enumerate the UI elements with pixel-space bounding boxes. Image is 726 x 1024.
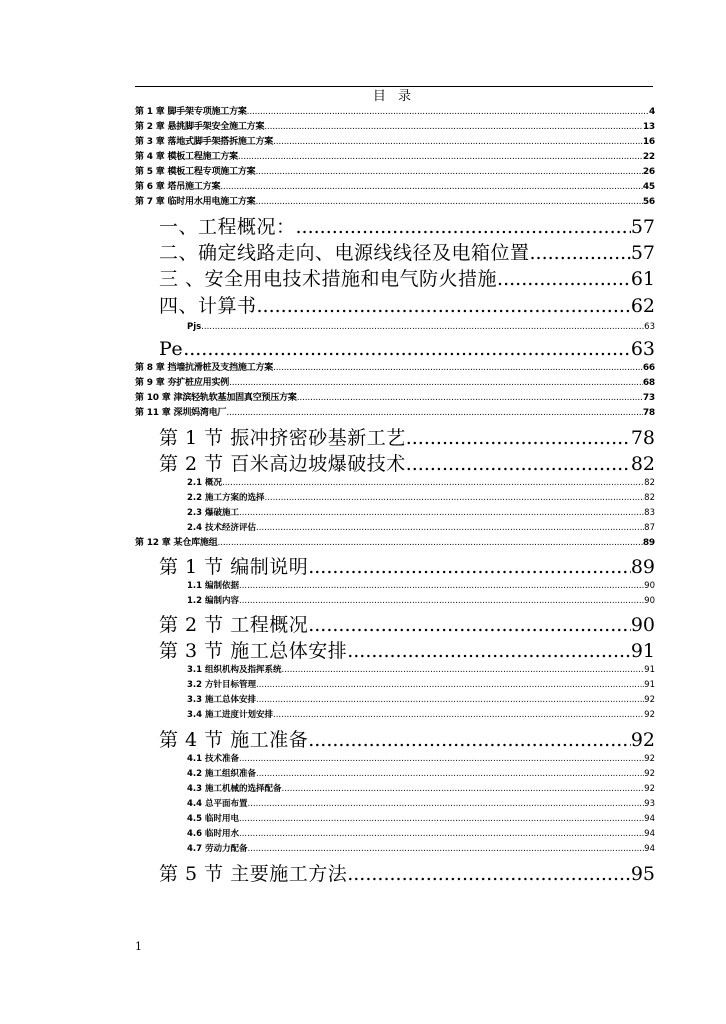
toc-entry[interactable]: 第 3 章 落地式脚手架搭拆施工方案 ..... 16	[135, 136, 655, 149]
toc-subentry[interactable]: 3.3 施工总体安排 ..... 92	[187, 694, 655, 707]
toc-subentry[interactable]: 4.1 技术准备 ..... 92	[187, 753, 655, 766]
toc-heading[interactable]: 第 2 节 百米高边坡爆破技术 ..... 82	[159, 451, 655, 477]
toc-entry[interactable]: 第 12 章 某仓库施组 ..... 89	[135, 537, 655, 550]
toc-entry[interactable]: 第 1 章 脚手架专项施工方案 ..... 4	[135, 106, 655, 119]
toc-title: 目 录	[372, 89, 416, 104]
toc-subentry[interactable]: 2.3 爆破施工 ..... 83	[187, 507, 655, 520]
toc-heading[interactable]: 第 2 节 工程概况 ..... 90	[159, 612, 655, 638]
toc-subentry[interactable]: Pjs ..... 63	[187, 321, 655, 334]
toc-entry[interactable]: 第 4 章 模板工程施工方案 ..... 22	[135, 151, 655, 164]
toc-entry[interactable]: 第 11 章 深圳妈湾电厂 ..... 78	[135, 407, 655, 420]
toc-subentry[interactable]: 4.6 临时用水 ..... 94	[187, 828, 655, 841]
toc-subentry[interactable]: 3.2 方针目标管理 ..... 91	[187, 679, 655, 692]
toc-heading[interactable]: 一、工程概况： ..... 57	[159, 214, 655, 240]
toc-subentry[interactable]: 1.2 编制内容 ..... 90	[187, 595, 655, 608]
toc-entry[interactable]: 第 2 章 悬挑脚手架安全施工方案 ..... 13	[135, 121, 655, 134]
page-number: 1	[135, 940, 142, 953]
toc-heading[interactable]: 第 1 节 振冲挤密砂基新工艺 ..... 78	[159, 425, 655, 451]
toc-heading[interactable]: 二、确定线路走向、电源线线径及电箱位置 ..... 57	[159, 240, 655, 266]
toc-heading[interactable]: 第 3 节 施工总体安排 ..... 91	[159, 638, 655, 664]
toc-subentry[interactable]: 3.4 施工进度计划安排 ..... 92	[187, 709, 655, 722]
toc-entry[interactable]: 第 9 章 夯扩桩应用实例 ..... 68	[135, 377, 655, 390]
toc-subentry[interactable]: 2.4 技术经济评估 ..... 87	[187, 522, 655, 535]
toc-heading[interactable]: 第 1 节 编制说明 ..... 89	[159, 554, 655, 580]
toc-entry[interactable]: 第 7 章 临时用水用电施工方案 ..... 56	[135, 196, 655, 209]
toc-subentry[interactable]: 1.1 编制依据 ..... 90	[187, 580, 655, 593]
toc-entry[interactable]: 第 8 章 挡墙抗滑桩及支挡施工方案 ..... 66	[135, 362, 655, 375]
header-rule	[135, 86, 653, 87]
toc-entry[interactable]: 第 5 章 模板工程专项施工方案 ..... 26	[135, 166, 655, 179]
toc-subentry[interactable]: 2.2 施工方案的选择 ..... 82	[187, 492, 655, 505]
toc-heading[interactable]: 三 、安全用电技术措施和电气防火措施 ..... 61	[159, 266, 655, 292]
toc-subentry[interactable]: 4.5 临时用电 ..... 94	[187, 813, 655, 826]
toc-heading[interactable]: 四、计算书 ..... 62	[159, 293, 655, 319]
toc-entry[interactable]: 第 6 章 塔吊施工方案 ..... 45	[135, 181, 655, 194]
toc-entry[interactable]: 第 10 章 津滨轻轨软基加固真空预压方案 ..... 73	[135, 392, 655, 405]
toc-heading[interactable]: Pe ..... 63	[159, 336, 655, 362]
toc-subentry[interactable]: 4.7 劳动力配备 ..... 94	[187, 843, 655, 856]
toc-heading[interactable]: 第 5 节 主要施工方法 ..... 95	[159, 861, 655, 887]
toc-subentry[interactable]: 4.2 施工组织准备 ..... 92	[187, 768, 655, 781]
toc-subentry[interactable]: 2.1 概况 ..... 82	[187, 477, 655, 490]
toc-subentry[interactable]: 4.3 施工机械的选择配备 ..... 92	[187, 783, 655, 796]
toc-subentry[interactable]: 4.4 总平面布置 ..... 93	[187, 798, 655, 811]
toc-subentry[interactable]: 3.1 组织机构及指挥系统 ..... 91	[187, 664, 655, 677]
toc-heading[interactable]: 第 4 节 施工准备 ..... 92	[159, 727, 655, 753]
